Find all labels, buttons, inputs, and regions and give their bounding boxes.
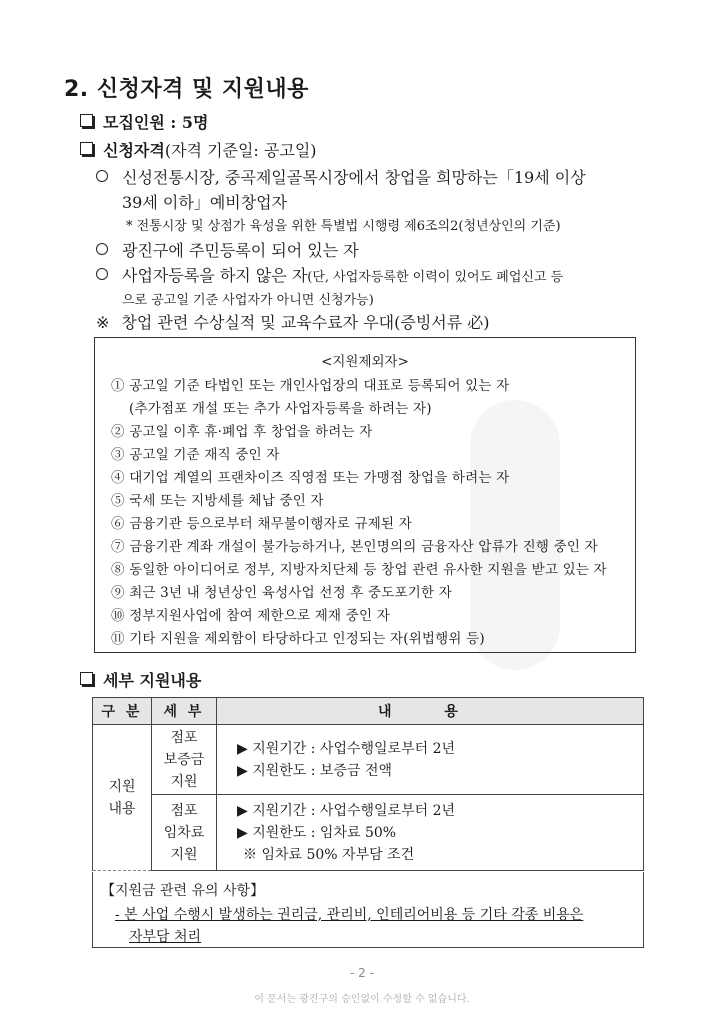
qualification-2 (96, 238, 359, 261)
detail-cell-deposit (152, 725, 217, 795)
category-line: 내용 (108, 800, 136, 817)
detail-line: 임차료 (163, 824, 205, 841)
circle-bullet-icon (96, 268, 108, 280)
content-cell-deposit (217, 725, 644, 795)
recruit-text: 모집인원 : 5명 (103, 113, 209, 132)
preference-item (96, 310, 490, 333)
exclusion-item: ⑩ 정부지원사업에 참여 제한으로 제재 중인 자 (111, 608, 390, 624)
header-detail: 세 부 (152, 698, 217, 725)
section-heading: 2. 신청자격 및 지원내용 (64, 77, 309, 102)
qualification-2-text: 광진구에 주민등록이 되어 있는 자 (122, 241, 359, 260)
exclusion-item: ① 공고일 기준 타법인 또는 개인사업장의 대표로 등록되어 있는 자 (111, 378, 510, 394)
qualification-subtitle: (자격 기준일: 공고일) (164, 141, 317, 160)
header-content: 내 용 (217, 698, 644, 725)
qualification-1-line1: 신성전통시장, 중곡제일골목시장에서 창업을 희망하는「19세 이상 (122, 168, 586, 187)
recruit-item (80, 110, 208, 133)
page-number: - 2 - (350, 966, 374, 980)
detail-line: 지원 (170, 846, 198, 863)
qualification-1 (96, 165, 586, 188)
detail-heading (80, 668, 201, 691)
content-cell-rent (217, 795, 644, 871)
qualification-3-small: (단, 사업자등록한 이력이 있어도 폐업신고 등 (307, 270, 564, 285)
content-line: ▶ 지원한도 : 임차료 50% (237, 824, 397, 841)
caution-box (92, 872, 644, 948)
detail-line: 점포 (170, 729, 198, 746)
detail-title: 세부 지원내용 (103, 671, 202, 690)
exclusion-item: ⑪ 기타 지원을 제외함이 타당하다고 인정되는 자(위법행위 등) (111, 631, 485, 647)
exclusion-item: ⑤ 국세 또는 지방세를 체납 중인 자 (111, 493, 324, 509)
qualification-3-line2: 으로 공고일 기준 사업자가 아니면 신청가능) (122, 293, 374, 308)
checkbox-square-icon (80, 114, 93, 127)
detail-line: 점포 (170, 802, 198, 819)
exclusion-item: ④ 대기업 계열의 프랜차이즈 직영점 또는 가맹점 창업을 하려는 자 (111, 470, 510, 486)
circle-bullet-icon (96, 243, 108, 255)
reference-mark-icon: ※ (96, 313, 110, 332)
content-line: ▶ 지원한도 : 보증금 전액 (237, 762, 392, 779)
footer-notice: 이 문서는 광진구의 승인없이 수정할 수 없습니다. (254, 994, 470, 1005)
exclusion-title: <지원제외자> (321, 354, 409, 370)
circle-bullet-icon (96, 170, 108, 182)
exclusion-item: ⑨ 최근 3년 내 청년상인 육성사업 선정 후 중도포기한 자 (111, 585, 452, 601)
qualification-3-text: 사업자등록을 하지 않은 자 (122, 266, 308, 285)
caution-line2: 자부담 처리 (129, 929, 202, 945)
exclusion-item: (추가점포 개설 또는 추가 사업자등록을 하려는 자) (129, 401, 432, 417)
header-category: 구 분 (93, 698, 152, 725)
content-line: ▶ 지원기간 : 사업수행일로부터 2년 (237, 740, 456, 757)
qualification-title: 신청자격 (103, 141, 165, 160)
checkbox-square-icon (80, 142, 93, 155)
caution-title: 【지원금 관련 유의 사항】 (101, 883, 265, 899)
caution-line1: - 본 사업 수행시 발생하는 권리금, 관리비, 인테리어비용 등 기타 각종 비용은 (115, 907, 584, 923)
qualification-1-line2: 39세 이하」예비창업자 (122, 193, 288, 212)
exclusion-item: ⑥ 금융기관 등으로부터 채무불이행자로 규제된 자 (111, 516, 412, 532)
content-line: ▶ 지원기간 : 사업수행일로부터 2년 (237, 802, 456, 819)
exclusion-item: ③ 공고일 기준 재직 중인 자 (111, 447, 280, 463)
exclusion-box (94, 337, 636, 653)
support-table (92, 697, 644, 871)
checkbox-square-icon (80, 672, 93, 685)
exclusion-item: ② 공고일 이후 휴·폐업 후 창업을 하려는 자 (111, 424, 373, 440)
qualification-item (80, 138, 317, 161)
detail-cell-rent (152, 795, 217, 871)
qualification-1-note: * 전통시장 및 상점가 육성을 위한 특별법 시행령 제6조의2(청년상인의 기준) (126, 219, 561, 234)
category-cell (93, 725, 152, 871)
content-line: ※ 임차료 50% 자부담 조건 (243, 846, 415, 863)
category-line: 지원 (108, 778, 136, 795)
qualification-3 (96, 263, 563, 286)
exclusion-item: ⑦ 금융기관 계좌 개설이 불가능하거나, 본인명의의 금융자산 압류가 진행 중인 자 (111, 539, 598, 555)
detail-line: 지원 (170, 773, 198, 790)
preference-text: 창업 관련 수상실적 및 교육수료자 우대(증빙서류 必) (121, 313, 490, 332)
detail-line: 보증금 (163, 751, 205, 768)
exclusion-item: ⑧ 동일한 아이디어로 정부, 지방자치단체 등 창업 관련 유사한 지원을 받고 있는 자 (111, 562, 607, 578)
